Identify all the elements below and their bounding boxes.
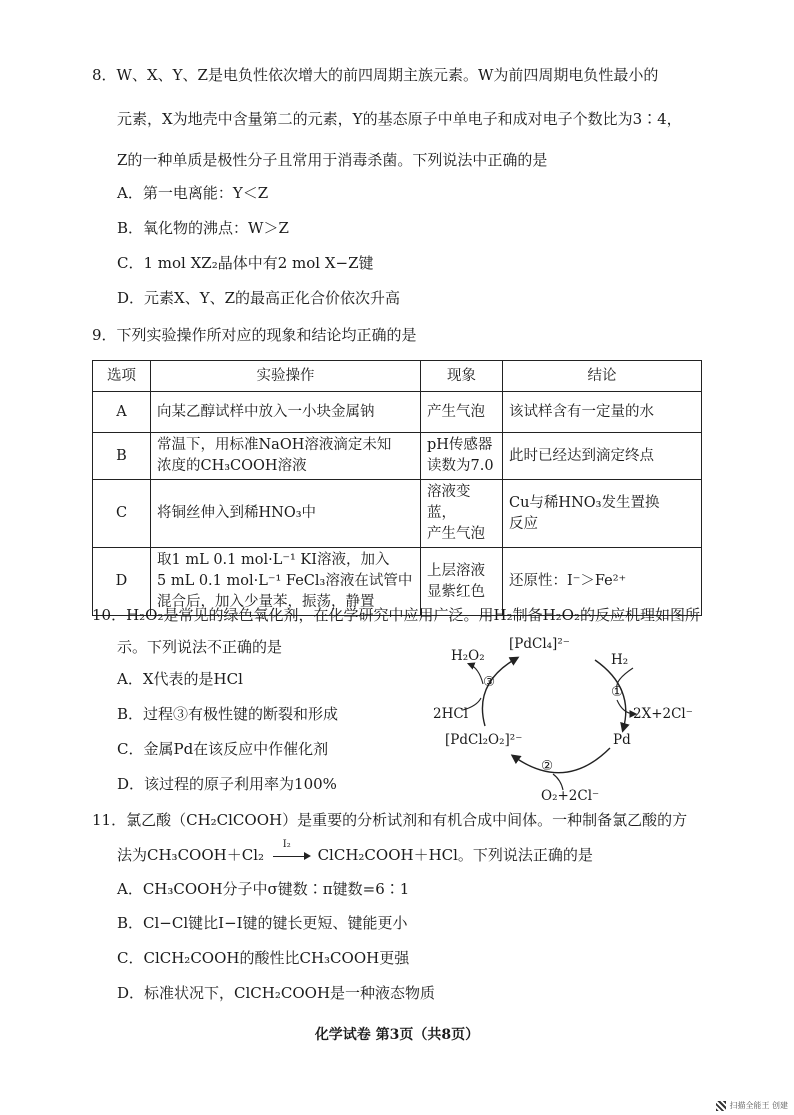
q8-option-a: A．第一电离能：Y＜Z	[117, 184, 269, 202]
q11-option-c: C．ClCH₂COOH的酸性比CH₃COOH更强	[117, 949, 410, 967]
qr-code-icon	[716, 1101, 726, 1111]
cell-line: 产生气泡	[427, 403, 485, 420]
pd-label: Pd	[613, 732, 631, 748]
cell-operation	[151, 392, 421, 433]
q11-option-a: A．CH₃COOH分子中σ键数∶π键数=6∶1	[117, 880, 410, 898]
table-row	[93, 433, 702, 480]
cell-option: C	[93, 480, 151, 548]
reaction-mechanism-diagram	[425, 628, 695, 813]
cell-line: 该试样含有一定量的水	[509, 403, 654, 420]
catalyst-label: I₂	[282, 839, 291, 850]
q10-stem-line1: 10．H₂O₂是常见的绿色氧化剂，在化学研究中应用广泛。用H₂制备H₂O₂的反应机理如图所	[92, 606, 700, 624]
q10-option-d: D．该过程的原子利用率为100%	[117, 775, 337, 793]
equation-reactants: 法为CH₃COOH＋Cl₂	[117, 846, 265, 864]
scanner-watermark-text: 扫描全能王 创建	[729, 1101, 788, 1110]
cell-operation	[151, 480, 421, 548]
h2o2-label: H₂O₂	[451, 648, 485, 664]
cell-operation	[151, 433, 421, 480]
cell-conclusion	[503, 433, 702, 480]
cell-line: 读数为7.0	[427, 458, 494, 474]
scanner-watermark	[716, 1100, 788, 1111]
cell-phenomenon	[421, 392, 503, 433]
step2-label: ②	[541, 758, 554, 774]
x-cl-label: 2X+2Cl⁻	[633, 706, 693, 722]
cell-conclusion	[503, 392, 702, 433]
cell-line: 上层溶液	[427, 562, 485, 579]
step3-label: ③	[483, 674, 496, 690]
h2-label: H₂	[611, 652, 629, 668]
cell-line: 此时已经达到滴定终点	[509, 447, 654, 464]
header-option: 选项	[93, 361, 151, 392]
q11-stem-line2	[117, 839, 593, 865]
header-conclusion: 结论	[503, 361, 702, 392]
cell-option: A	[93, 392, 151, 433]
table-header-row	[93, 361, 702, 392]
cell-line: 取1 mL 0.1 mol·L⁻¹ KI溶液，加入	[157, 552, 390, 568]
page-footer: 化学试卷 第3页（共8页）	[314, 1027, 480, 1043]
hcl-label: 2HCl	[433, 706, 469, 722]
experiment-table	[92, 360, 702, 616]
cell-line: 产生气泡	[427, 526, 485, 542]
step1-label: ①	[611, 684, 624, 700]
cell-line: pH传感器	[427, 437, 493, 453]
q10-option-c: C．金属Pd在该反应中作催化剂	[117, 740, 329, 758]
cell-line: 显紫红色	[427, 583, 485, 600]
q8-stem-line3: Z的一种单质是极性分子且常用于消毒杀菌。下列说法中正确的是	[117, 151, 548, 169]
cell-line: 向某乙醇试样中放入一小块金属钠	[157, 403, 375, 420]
cell-option: B	[93, 433, 151, 480]
q8-option-d: D．元素X、Y、Z的最高正化合价依次升高	[117, 289, 401, 307]
q10-stem-line2: 示。下列说法不正确的是	[117, 638, 283, 656]
q10-option-a: A．X代表的是HCl	[117, 670, 243, 688]
cell-line: 还原性：I⁻＞Fe²⁺	[509, 573, 627, 589]
pd-peroxo-complex: [PdCl₂O₂]²⁻	[445, 732, 523, 748]
q8-option-c: C．1 mol XZ₂晶体中有2 mol X−Z键	[117, 254, 374, 272]
cell-line: 反应	[509, 515, 538, 532]
cell-line: 常温下，用标准NaOH溶液滴定未知	[157, 437, 392, 453]
reaction-arrow	[269, 839, 313, 863]
q10-option-b: B．过程③有极性键的断裂和形成	[117, 705, 339, 723]
q11-option-d: D．标准状况下，ClCH₂COOH是一种液态物质	[117, 984, 436, 1002]
cell-option: D	[93, 548, 151, 616]
cell-phenomenon	[421, 480, 503, 548]
cell-line: Cu与稀HNO₃发生置换	[509, 494, 660, 511]
q8-stem-line1: 8．W、X、Y、Z是电负性依次增大的前四周期主族元素。W为前四周期电负性最小的	[92, 66, 659, 84]
header-operation: 实验操作	[151, 361, 421, 392]
table-row	[93, 392, 702, 433]
table-row	[93, 480, 702, 548]
cell-line: 浓度的CH₃COOH溶液	[157, 458, 307, 474]
cell-line: 5 mL 0.1 mol·L⁻¹ FeCl₃溶液在试管中	[157, 573, 413, 589]
cell-line: 溶液变蓝，	[427, 484, 471, 521]
cell-conclusion	[503, 480, 702, 548]
equation-products: ClCH₂COOH＋HCl。下列说法正确的是	[317, 846, 593, 864]
o2-cl-label: O₂+2Cl⁻	[541, 788, 600, 804]
cell-line: 混合后，加入少量苯，振荡，静置	[157, 594, 375, 610]
q11-stem-line1: 11．氯乙酸（CH₂ClCOOH）是重要的分析试剂和有机合成中间体。一种制备氯乙酸的方	[92, 811, 688, 829]
q8-option-b: B．氧化物的沸点：W＞Z	[117, 219, 289, 237]
q11-option-b: B．Cl−Cl键比I−I键的键长更短、键能更小	[117, 914, 408, 932]
q9-stem: 9．下列实验操作所对应的现象和结论均正确的是	[92, 326, 417, 344]
header-phenomenon: 现象	[421, 361, 503, 392]
q8-stem-line2: 元素，X为地壳中含量第二的元素，Y的基态原子中单电子和成对电子个数比为3∶4，	[117, 110, 682, 128]
cell-phenomenon	[421, 433, 503, 480]
cell-line: 将铜丝伸入到稀HNO₃中	[157, 505, 317, 521]
pdcl4-complex: [PdCl₄]²⁻	[509, 636, 570, 652]
